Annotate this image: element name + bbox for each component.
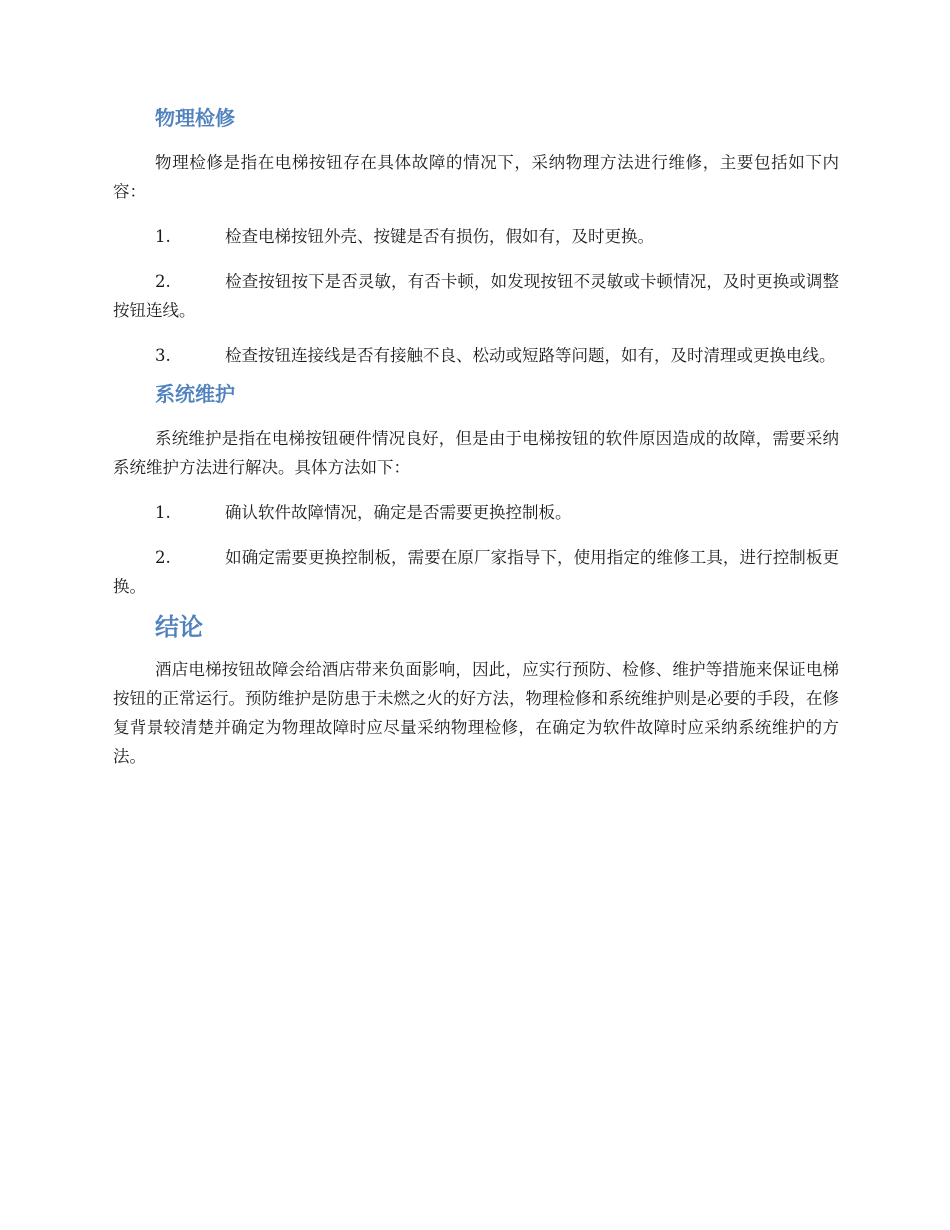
list-item-text: 检查按钮按下是否灵敏，有否卡顿，如发现按钮不灵敏或卡顿情况，及时更换或调整按钮连线。 [113, 272, 839, 320]
conclusion-body: 酒店电梯按钮故障会给酒店带来负面影响，因此，应实行预防、检修、维护等措施来保证电梯按钮的正常运行。预防维护是防患于未燃之火的好方法，物理检修和系统维护则是必要的手段，在修复背景较清楚并确定为物理故障时应尽量采纳物理检修，在确定为软件故障时应采纳系统维护的方法。 [113, 660, 839, 766]
list-number: 1. [155, 227, 171, 246]
list-number: 1. [155, 503, 171, 522]
list-item-text: 确认软件故障情况，确定是否需要更换控制板。 [225, 503, 572, 522]
list-item [113, 341, 839, 370]
list-item [113, 267, 839, 325]
list-number: 2. [155, 272, 171, 291]
section-heading: 物理检修 [155, 106, 235, 130]
section-physical-repair [113, 104, 839, 370]
section-system-maintenance [113, 380, 839, 601]
list-item-text: 检查按钮连接线是否有接触不良、松动或短路等问题，如有，及时清理或更换电线。 [225, 346, 836, 365]
section-heading: 结论 [155, 613, 203, 641]
section-heading: 系统维护 [155, 382, 235, 406]
list-number: 2. [155, 548, 171, 567]
list-item [113, 498, 839, 527]
list-item-text: 如确定需要更换控制板，需要在原厂家指导下，使用指定的维修工具，进行控制板更换。 [113, 548, 839, 596]
list-item-text: 检查电梯按钮外壳、按键是否有损伤，假如有，及时更换。 [225, 227, 654, 246]
section-intro: 系统维护是指在电梯按钮硬件情况良好，但是由于电梯按钮的软件原因造成的故障，需要采纳系统维护方法进行解决。具体方法如下： [113, 429, 839, 477]
list-number: 3. [155, 346, 171, 365]
section-intro: 物理检修是指在电梯按钮存在具体故障的情况下，采纳物理方法进行维修，主要包括如下内容： [113, 153, 839, 201]
list-item [113, 222, 839, 251]
document-page [113, 104, 839, 787]
section-conclusion [113, 611, 839, 771]
list-item [113, 543, 839, 601]
